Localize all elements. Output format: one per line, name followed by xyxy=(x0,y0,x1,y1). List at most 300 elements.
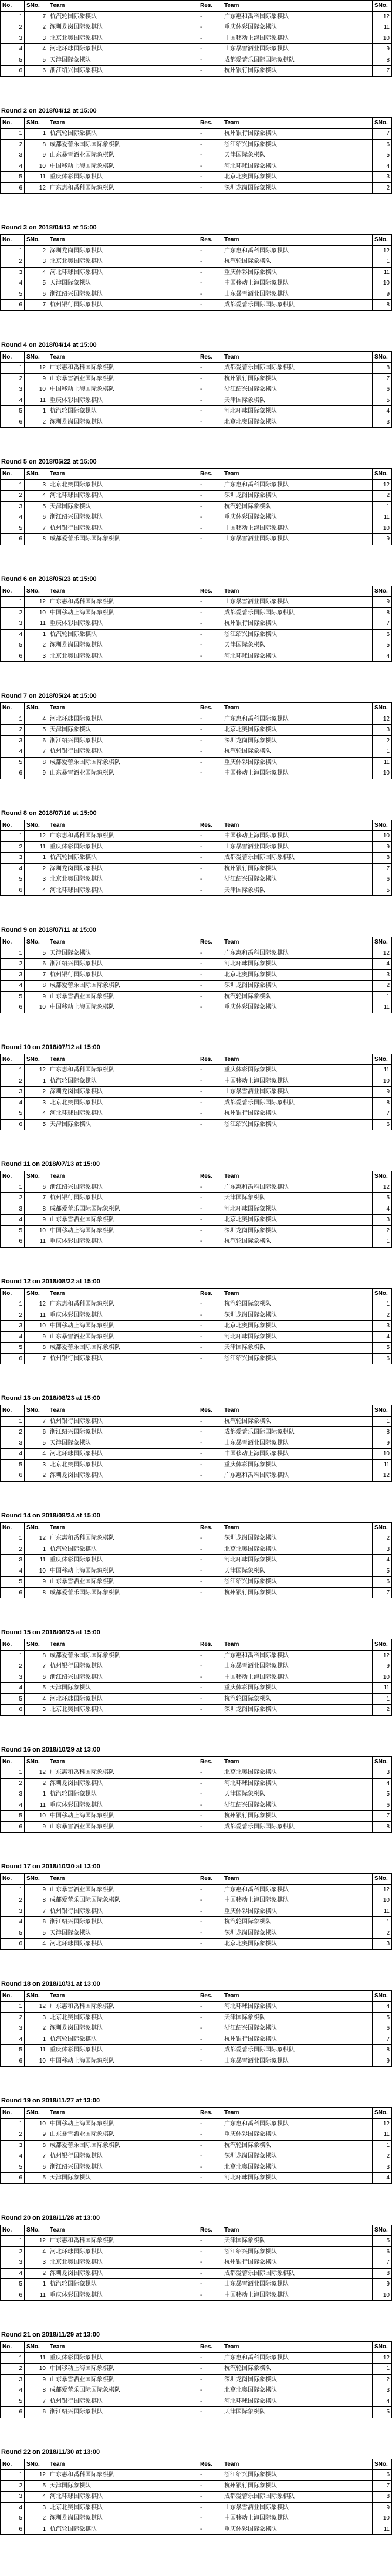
board-number: 5 xyxy=(1,55,25,66)
pairings-table xyxy=(0,2107,392,2184)
round-section xyxy=(0,0,390,104)
pairings-body xyxy=(1,129,392,194)
result-cell: - xyxy=(198,991,222,1002)
black-team-name: 北京北奥国际象棋队 xyxy=(222,2162,373,2173)
table-row xyxy=(1,863,392,874)
table-row xyxy=(1,491,392,502)
white-start-number: 6 xyxy=(25,66,48,77)
white-team-name: 成都爱蕾乐国际国际象棋队 xyxy=(48,139,198,150)
result-cell: - xyxy=(198,597,222,608)
board-number: 5 xyxy=(1,2513,25,2524)
board-number: 5 xyxy=(1,874,25,885)
result-cell: - xyxy=(198,2290,222,2301)
board-number: 4 xyxy=(1,1097,25,1108)
white-start-number: 7 xyxy=(25,1661,48,1672)
col-header-no: No. xyxy=(1,1522,25,1533)
black-team-name: 中国移动上海国际象棋队 xyxy=(222,831,373,842)
col-header-no: No. xyxy=(1,117,25,129)
pairings-body xyxy=(1,2002,392,2067)
white-team-name: 广东惠和禹科国际象棋队 xyxy=(48,182,198,194)
black-team-name: 杭汽轮国际象棋队 xyxy=(222,1693,373,1705)
board-number: 4 xyxy=(1,278,25,289)
black-team-name: 杭州银行国际象棋队 xyxy=(222,373,373,384)
result-cell: - xyxy=(198,618,222,630)
result-cell: - xyxy=(198,841,222,853)
black-team-name: 天津国际象棋队 xyxy=(222,1566,373,1577)
table-row xyxy=(1,245,392,256)
board-number: 5 xyxy=(1,1811,25,1822)
board-number: 1 xyxy=(1,1299,25,1310)
white-start-number: 8 xyxy=(25,1204,48,1215)
col-header-no: No. xyxy=(1,703,25,714)
result-cell: - xyxy=(198,1906,222,1917)
round-section xyxy=(0,455,390,573)
white-start-number: 10 xyxy=(25,607,48,618)
black-team-name: 杭州银行国际象棋队 xyxy=(222,863,373,874)
white-start-number: 12 xyxy=(25,1299,48,1310)
black-team-name: 天津国际象棋队 xyxy=(222,2012,373,2023)
black-team-name: 成都爱蕾乐国际国际象棋队 xyxy=(222,2492,373,2503)
col-header-team-2: Team xyxy=(222,937,373,948)
board-number: 1 xyxy=(1,948,25,959)
black-start-number: 4 xyxy=(373,1331,392,1343)
white-start-number: 6 xyxy=(25,1672,48,1683)
white-team-name: 深圳龙岗国际象棋队 xyxy=(48,863,198,874)
black-start-number: 12 xyxy=(373,1470,392,1482)
board-number: 6 xyxy=(1,2407,25,2418)
col-header-no: No. xyxy=(1,1,25,12)
col-header-no: No. xyxy=(1,1639,25,1651)
white-team-name: 成都爱蕾乐国际国际象棋队 xyxy=(48,757,198,768)
white-team-name: 北京北奥国际象棋队 xyxy=(48,33,198,44)
black-team-name: 北京北奥国际象棋队 xyxy=(222,1321,373,1332)
white-team-name: 浙江绍兴国际象棋队 xyxy=(48,512,198,523)
board-number: 5 xyxy=(1,1108,25,1120)
black-start-number: 6 xyxy=(373,1353,392,1364)
black-start-number: 6 xyxy=(373,2246,392,2257)
col-header-sno: SNo. xyxy=(25,1405,48,1417)
result-cell: - xyxy=(198,2257,222,2269)
white-team-name: 北京北奥国际象棋队 xyxy=(48,2502,198,2513)
col-header-sno-2: SNo. xyxy=(373,1171,392,1182)
black-team-name: 杭汽轮国际象棋队 xyxy=(222,1299,373,1310)
white-team-name: 中国移动上海国际象棋队 xyxy=(48,161,198,172)
table-row xyxy=(1,1555,392,1566)
black-team-name: 天津国际象棋队 xyxy=(222,150,373,161)
black-team-name: 重庆体彩国际象棋队 xyxy=(222,267,373,278)
board-number: 6 xyxy=(1,300,25,311)
white-team-name: 北京北奥国际象棋队 xyxy=(48,2012,198,2023)
board-number: 2 xyxy=(1,607,25,618)
round-title: Round 10 on 2018/07/12 at 15:00 xyxy=(1,1043,100,1051)
table-row xyxy=(1,885,392,896)
black-team-name: 重庆体彩国际象棋队 xyxy=(222,2129,373,2141)
table-row xyxy=(1,1416,392,1427)
white-start-number: 3 xyxy=(25,479,48,491)
white-team-name: 重庆体彩国际象棋队 xyxy=(48,1800,198,1811)
white-team-name: 成都爱蕾乐国际国际象棋队 xyxy=(48,1204,198,1215)
col-header-sno-2: SNo. xyxy=(373,1990,392,2002)
col-header-res: Res. xyxy=(198,586,222,597)
col-header-sno-2: SNo. xyxy=(373,1,392,12)
col-header-res: Res. xyxy=(198,2459,222,2470)
black-start-number: 6 xyxy=(373,2470,392,2481)
table-row xyxy=(1,1789,392,1800)
table-row xyxy=(1,1353,392,1364)
white-start-number: 5 xyxy=(25,1683,48,1694)
result-cell: - xyxy=(198,384,222,395)
black-start-number: 8 xyxy=(373,607,392,618)
col-header-team-2: Team xyxy=(222,2459,373,2470)
result-cell: - xyxy=(198,757,222,768)
pairings-body xyxy=(1,1650,392,1715)
result-cell: - xyxy=(198,1693,222,1705)
table-row xyxy=(1,1193,392,1204)
black-start-number: 10 xyxy=(373,768,392,779)
result-cell: - xyxy=(198,1928,222,1939)
black-team-name: 中国移动上海国际象棋队 xyxy=(222,523,373,534)
white-team-name: 天津国际象棋队 xyxy=(48,1119,198,1130)
black-start-number: 5 xyxy=(373,150,392,161)
black-start-number: 9 xyxy=(373,841,392,853)
black-start-number: 12 xyxy=(373,1884,392,1895)
white-team-name: 浙江绍兴国际象棋队 xyxy=(48,66,198,77)
table-row xyxy=(1,948,392,959)
white-start-number: 6 xyxy=(25,959,48,970)
white-start-number: 2 xyxy=(25,2023,48,2034)
result-cell: - xyxy=(198,1895,222,1906)
black-start-number: 2 xyxy=(373,2374,392,2385)
result-cell: - xyxy=(198,2023,222,2034)
col-header-team: Team xyxy=(48,1874,198,1885)
board-number: 5 xyxy=(1,406,25,417)
white-team-name: 杭州银行国际象棋队 xyxy=(48,746,198,758)
black-start-number: 4 xyxy=(373,651,392,662)
white-start-number: 3 xyxy=(25,2502,48,2513)
col-header-sno: SNo. xyxy=(25,1874,48,1885)
black-start-number: 5 xyxy=(373,1789,392,1800)
white-start-number: 12 xyxy=(25,1533,48,1544)
white-team-name: 浙江绍兴国际象棋队 xyxy=(48,289,198,300)
table-row xyxy=(1,607,392,618)
col-header-sno-2: SNo. xyxy=(373,820,392,831)
table-row xyxy=(1,373,392,384)
white-team-name: 杭汽轮国际象棋队 xyxy=(48,1789,198,1800)
col-header-res: Res. xyxy=(198,1288,222,1299)
white-team-name: 河北环球国际象棋队 xyxy=(48,491,198,502)
board-number: 3 xyxy=(1,384,25,395)
table-header-row xyxy=(1,937,392,948)
col-header-sno-2: SNo. xyxy=(373,2459,392,2470)
white-team-name: 河北环球国际象棋队 xyxy=(48,44,198,55)
board-number: 3 xyxy=(1,2023,25,2034)
table-row xyxy=(1,1683,392,1694)
round-title: Round 16 on 2018/10/29 at 13:00 xyxy=(1,1746,100,1753)
result-cell: - xyxy=(198,256,222,268)
pairings-table xyxy=(0,820,392,897)
white-start-number: 8 xyxy=(25,534,48,545)
table-header-row xyxy=(1,1639,392,1651)
board-number: 3 xyxy=(1,1789,25,1800)
col-header-sno: SNo. xyxy=(25,1288,48,1299)
black-team-name: 天津国际象棋队 xyxy=(222,885,373,896)
table-row xyxy=(1,1895,392,1906)
result-cell: - xyxy=(198,22,222,33)
col-header-team: Team xyxy=(48,1405,198,1417)
round-title: Round 18 on 2018/10/31 at 13:00 xyxy=(1,1980,100,1987)
col-header-team: Team xyxy=(48,469,198,480)
black-team-name: 北京北奥国际象棋队 xyxy=(222,1939,373,1950)
result-cell: - xyxy=(198,1438,222,1449)
col-header-res: Res. xyxy=(198,703,222,714)
result-cell: - xyxy=(198,55,222,66)
white-team-name: 成都爱蕾乐国际国际象棋队 xyxy=(48,2385,198,2396)
col-header-team: Team xyxy=(48,820,198,831)
table-row xyxy=(1,1767,392,1779)
black-team-name: 重庆体彩国际象棋队 xyxy=(222,512,373,523)
black-start-number: 3 xyxy=(373,172,392,183)
white-team-name: 深圳龙岗国际象棋队 xyxy=(48,2268,198,2279)
result-cell: - xyxy=(198,2129,222,2141)
table-row xyxy=(1,2364,392,2375)
table-row xyxy=(1,841,392,853)
col-header-team: Team xyxy=(48,235,198,246)
black-team-name: 天津国际象棋队 xyxy=(222,1193,373,1204)
round-section xyxy=(0,1509,390,1627)
col-header-team: Team xyxy=(48,1522,198,1533)
result-cell: - xyxy=(198,66,222,77)
board-number: 6 xyxy=(1,66,25,77)
white-team-name: 杭汽轮国际象棋队 xyxy=(48,1544,198,1555)
white-start-number: 1 xyxy=(25,406,48,417)
black-team-name: 浙江绍兴国际象棋队 xyxy=(222,2470,373,2481)
white-start-number: 9 xyxy=(25,1331,48,1343)
black-start-number: 7 xyxy=(373,66,392,77)
table-row xyxy=(1,363,392,374)
black-team-name: 广东惠和禹科国际象棋队 xyxy=(222,11,373,22)
black-start-number: 11 xyxy=(373,757,392,768)
black-start-number: 6 xyxy=(373,1119,392,1130)
pairings-body xyxy=(1,1533,392,1598)
col-header-sno-2: SNo. xyxy=(373,351,392,363)
table-row xyxy=(1,2045,392,2056)
table-row xyxy=(1,406,392,417)
col-header-no: No. xyxy=(1,235,25,246)
white-team-name: 杭州银行国际象棋队 xyxy=(48,1193,198,1204)
white-team-name: 浙江绍兴国际象棋队 xyxy=(48,1917,198,1928)
black-start-number: 7 xyxy=(373,1587,392,1598)
table-row xyxy=(1,2492,392,2503)
white-team-name: 成都爱蕾乐国际国际象棋队 xyxy=(48,1343,198,1354)
table-row xyxy=(1,1778,392,1789)
black-start-number: 11 xyxy=(373,2524,392,2535)
white-start-number: 9 xyxy=(25,991,48,1002)
result-cell: - xyxy=(198,1215,222,1226)
white-start-number: 3 xyxy=(25,256,48,268)
table-row xyxy=(1,417,392,428)
board-number: 2 xyxy=(1,2012,25,2023)
board-number: 5 xyxy=(1,2396,25,2407)
black-team-name: 山东暴雪酒业国际象棋队 xyxy=(222,2279,373,2290)
result-cell: - xyxy=(198,1566,222,1577)
board-number: 2 xyxy=(1,1427,25,1438)
result-cell: - xyxy=(198,768,222,779)
white-start-number: 11 xyxy=(25,2045,48,2056)
result-cell: - xyxy=(198,1800,222,1811)
white-team-name: 山东暴雪酒业国际象棋队 xyxy=(48,2374,198,2385)
col-header-sno: SNo. xyxy=(25,117,48,129)
result-cell: - xyxy=(198,831,222,842)
white-team-name: 浙江绍兴国际象棋队 xyxy=(48,2407,198,2418)
table-row xyxy=(1,523,392,534)
black-start-number: 3 xyxy=(373,1321,392,1332)
board-number: 6 xyxy=(1,2056,25,2067)
white-start-number: 4 xyxy=(25,1108,48,1120)
pairings-table xyxy=(0,1405,392,1482)
table-row xyxy=(1,2374,392,2385)
result-cell: - xyxy=(198,948,222,959)
black-start-number: 11 xyxy=(373,267,392,278)
result-cell: - xyxy=(198,1459,222,1470)
result-cell: - xyxy=(198,1917,222,1928)
black-start-number: 8 xyxy=(373,1097,392,1108)
result-cell: - xyxy=(198,2045,222,2056)
col-header-sno-2: SNo. xyxy=(373,2108,392,2119)
table-row xyxy=(1,22,392,33)
result-cell: - xyxy=(198,33,222,44)
col-header-sno-2: SNo. xyxy=(373,586,392,597)
board-number: 4 xyxy=(1,1215,25,1226)
black-start-number: 11 xyxy=(373,512,392,523)
board-number: 4 xyxy=(1,1683,25,1694)
col-header-no: No. xyxy=(1,2342,25,2353)
white-start-number: 10 xyxy=(25,1225,48,1236)
pairings-body xyxy=(1,1416,392,1481)
black-start-number: 7 xyxy=(373,1811,392,1822)
board-number: 3 xyxy=(1,33,25,44)
black-team-name: 深圳龙岗国际象棋队 xyxy=(222,2374,373,2385)
white-start-number: 3 xyxy=(25,651,48,662)
white-team-name: 杭汽轮国际象棋队 xyxy=(48,629,198,640)
white-start-number: 11 xyxy=(25,1310,48,1321)
white-start-number: 1 xyxy=(25,853,48,864)
board-number: 3 xyxy=(1,969,25,981)
white-start-number: 7 xyxy=(25,746,48,758)
white-team-name: 广东惠和禹科国际象棋队 xyxy=(48,1065,198,1076)
black-team-name: 中国移动上海国际象棋队 xyxy=(222,33,373,44)
white-team-name: 深圳龙岗国际象棋队 xyxy=(48,1778,198,1789)
black-team-name: 广东惠和禹科国际象棋队 xyxy=(222,479,373,491)
black-start-number: 5 xyxy=(373,1193,392,1204)
result-cell: - xyxy=(198,1204,222,1215)
black-team-name: 山东暴雪酒业国际象棋队 xyxy=(222,841,373,853)
board-number: 6 xyxy=(1,1587,25,1598)
white-team-name: 河北环球国际象棋队 xyxy=(48,714,198,725)
black-team-name: 中国移动上海国际象棋队 xyxy=(222,1449,373,1460)
white-team-name: 杭汽轮国际象棋队 xyxy=(48,853,198,864)
black-team-name: 河北环球国际象棋队 xyxy=(222,2173,373,2184)
result-cell: - xyxy=(198,139,222,150)
table-row xyxy=(1,746,392,758)
round-section xyxy=(0,924,390,1041)
black-start-number: 8 xyxy=(373,2492,392,2503)
board-number: 6 xyxy=(1,1353,25,1364)
black-team-name: 山东暴雪酒业国际象棋队 xyxy=(222,2056,373,2067)
black-start-number: 3 xyxy=(373,1544,392,1555)
pairings-table xyxy=(0,1288,392,1365)
table-row xyxy=(1,1087,392,1098)
col-header-sno: SNo. xyxy=(25,469,48,480)
table-row xyxy=(1,1065,392,1076)
result-cell: - xyxy=(198,2352,222,2364)
white-team-name: 杭州银行国际象棋队 xyxy=(48,2151,198,2162)
black-start-number: 10 xyxy=(373,1449,392,1460)
col-header-res: Res. xyxy=(198,351,222,363)
table-row xyxy=(1,66,392,77)
white-team-name: 深圳龙岗国际象棋队 xyxy=(48,245,198,256)
round-section xyxy=(0,104,390,222)
board-number: 1 xyxy=(1,479,25,491)
col-header-no: No. xyxy=(1,820,25,831)
table-row xyxy=(1,2140,392,2151)
table-row xyxy=(1,1566,392,1577)
black-team-name: 重庆体彩国际象棋队 xyxy=(222,1065,373,1076)
white-team-name: 中国移动上海国际象棋队 xyxy=(48,607,198,618)
white-start-number: 11 xyxy=(25,172,48,183)
white-team-name: 广东惠和禹科国际象棋队 xyxy=(48,2002,198,2013)
black-team-name: 山东暴雪酒业国际象棋队 xyxy=(222,1661,373,1672)
white-start-number: 10 xyxy=(25,384,48,395)
col-header-team: Team xyxy=(48,1171,198,1182)
black-team-name: 杭州银行国际象棋队 xyxy=(222,1108,373,1120)
black-start-number: 4 xyxy=(373,406,392,417)
black-start-number: 11 xyxy=(373,2129,392,2141)
table-header-row xyxy=(1,820,392,831)
col-header-team: Team xyxy=(48,1756,198,1767)
white-team-name: 山东暴雪酒业国际象棋队 xyxy=(48,991,198,1002)
board-number: 6 xyxy=(1,2173,25,2184)
col-header-team: Team xyxy=(48,351,198,363)
white-team-name: 深圳龙岗国际象棋队 xyxy=(48,417,198,428)
board-number: 4 xyxy=(1,2502,25,2513)
black-team-name: 天津国际象棋队 xyxy=(222,1789,373,1800)
black-team-name: 杭汽轮国际象棋队 xyxy=(222,746,373,758)
board-number: 6 xyxy=(1,768,25,779)
white-team-name: 天津国际象棋队 xyxy=(48,55,198,66)
board-number: 1 xyxy=(1,1767,25,1779)
col-header-res: Res. xyxy=(198,1874,222,1885)
board-number: 5 xyxy=(1,1577,25,1588)
table-row xyxy=(1,2118,392,2129)
col-header-team-2: Team xyxy=(222,1639,373,1651)
result-cell: - xyxy=(198,161,222,172)
black-team-name: 山东暴雪酒业国际象棋队 xyxy=(222,534,373,545)
col-header-team-2: Team xyxy=(222,117,373,129)
black-team-name: 成都爱蕾乐国际国际象棋队 xyxy=(222,1821,373,1833)
black-team-name: 深圳龙岗国际象棋队 xyxy=(222,1310,373,1321)
white-start-number: 6 xyxy=(25,735,48,746)
white-team-name: 深圳龙岗国际象棋队 xyxy=(48,2513,198,2524)
result-cell: - xyxy=(198,1884,222,1895)
black-start-number: 3 xyxy=(373,969,392,981)
black-start-number: 11 xyxy=(373,1906,392,1917)
result-cell: - xyxy=(198,735,222,746)
col-header-team: Team xyxy=(48,2459,198,2470)
col-header-no: No. xyxy=(1,1405,25,1417)
result-cell: - xyxy=(198,981,222,992)
table-header-row xyxy=(1,1288,392,1299)
result-cell: - xyxy=(198,2012,222,2023)
